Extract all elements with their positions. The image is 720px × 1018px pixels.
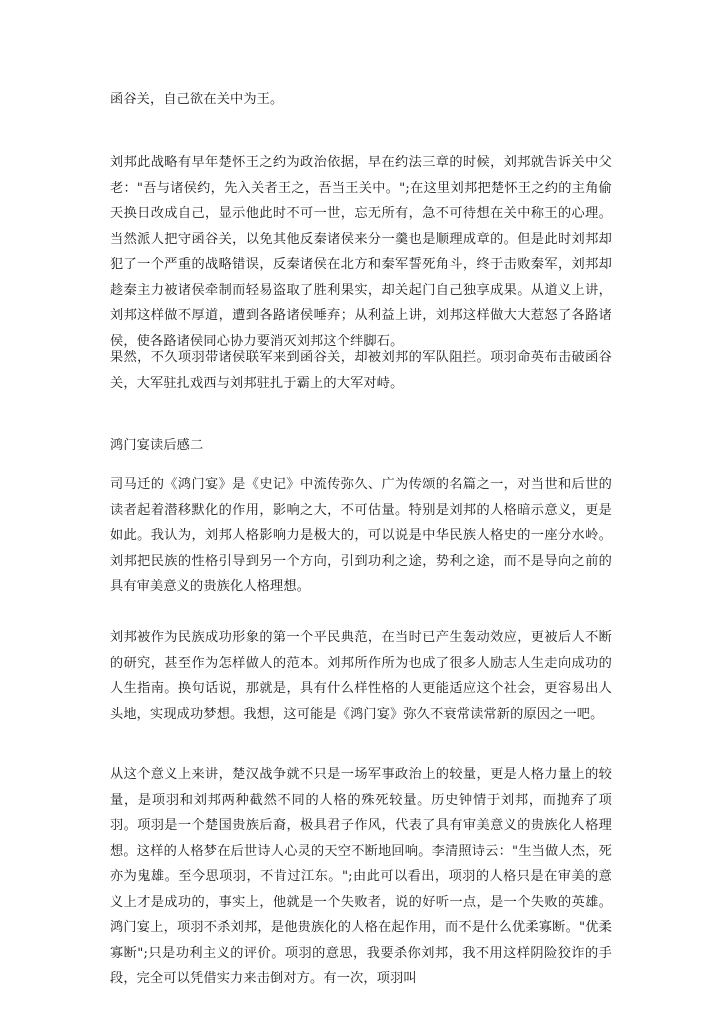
paragraph-4: 司马迁的《鸿门宴》是《史记》中流传弥久、广为传颂的名篇之一，对当世和后世的读者起着潜移默化的作用，影响之大，不可估量。特别是刘邦的人格暗示意义，更是如此。我认为，刘邦人格影响力是极大的，可以说是中华民族人格史的一座分水岭。刘邦把民族的性格引导到另一个方向，引到功利之途，势利之途，而不是导向之前的具有审美意义的贵族化人格理想。 [110, 477, 612, 594]
paragraph-2: 刘邦此战略有早年楚怀王之约为政治依据，早在约法三章的时候，刘邦就告诉关中父老："吾与诸侯约，先入关者王之，吾当王关中。";在这里刘邦把楚怀王之约的主角偷天换日改成自己，显示他此时不可一世，忘无所有，急不可待想在关中称王的心理。当然派人把守函谷关，以免其他反秦诸侯来分一羹也是顺理成章的。但是此时刘邦却犯了一个严重的战略错误，反秦诸侯在北方和秦军誓死角斗，终于击败秦军，刘邦却趁秦主力被诸侯牵制而轻易盗取了胜利果实，却关起门自己独享成果。从道义上讲，刘邦这样做不厚道，遭到各路诸侯唾弃；从利益上讲，刘邦这样做大大惹怒了各路诸侯，使各路诸侯同心协力要消灭刘邦这个绊脚石。 [110, 155, 612, 349]
section-heading: 鸿门宴读后感二 [110, 438, 204, 453]
paragraph-6: 从这个意义上来讲，楚汉战争就不只是一场军事政治上的较量，更是人格力量上的较量，是项羽和刘邦两种截然不同的人格的殊死较量。历史钟情于刘邦，而抛弃了项羽。项羽是一个楚国贵族后裔，极具君子作风，代表了具有审美意义的贵族化人格理想。这样的人格梦在后世诗人心灵的天空不断地回响。李清照诗云："生当做人杰，死亦为鬼雄。至今思项羽，不肯过江东。";由此可以看出，项羽的人格只是在审美的意义上才是成功的，事实上，他就是一个失败者，说的好听一点，是一个失败的英雄。鸿门宴上，项羽不杀刘邦，是他贵族化的人格在起作用，而不是什么优柔寡断。"优柔寡断";只是功利主义的评价。项羽的意思，我要杀你刘邦，我不用这样阴险狡诈的手段，完全可以凭借实力来击倒对方。有一次，项羽叫 [110, 767, 612, 986]
paragraph-1: 函谷关，自己欲在关中为王。 [110, 92, 284, 107]
paragraph-5: 刘邦被作为民族成功形象的第一个平民典范，在当时已产生轰动效应，更被后人不断的研究，甚至作为怎样做人的范本。刘邦所作所为也成了很多人励志人生走向成功的人生指南。换句话说，那就是，具有什么样性格的人更能适应这个社会，更容易出人头地，实现成功梦想。我想，这可能是《鸿门宴》弥久不衰常读常新的原因之一吧。 [110, 630, 612, 722]
paragraph-3: 果然，不久项羽带诸侯联军来到函谷关，却被刘邦的军队阻拦。项羽命英布击破函谷关，大军驻扎戏西与刘邦驻扎于霸上的大军对峙。 [110, 350, 612, 391]
